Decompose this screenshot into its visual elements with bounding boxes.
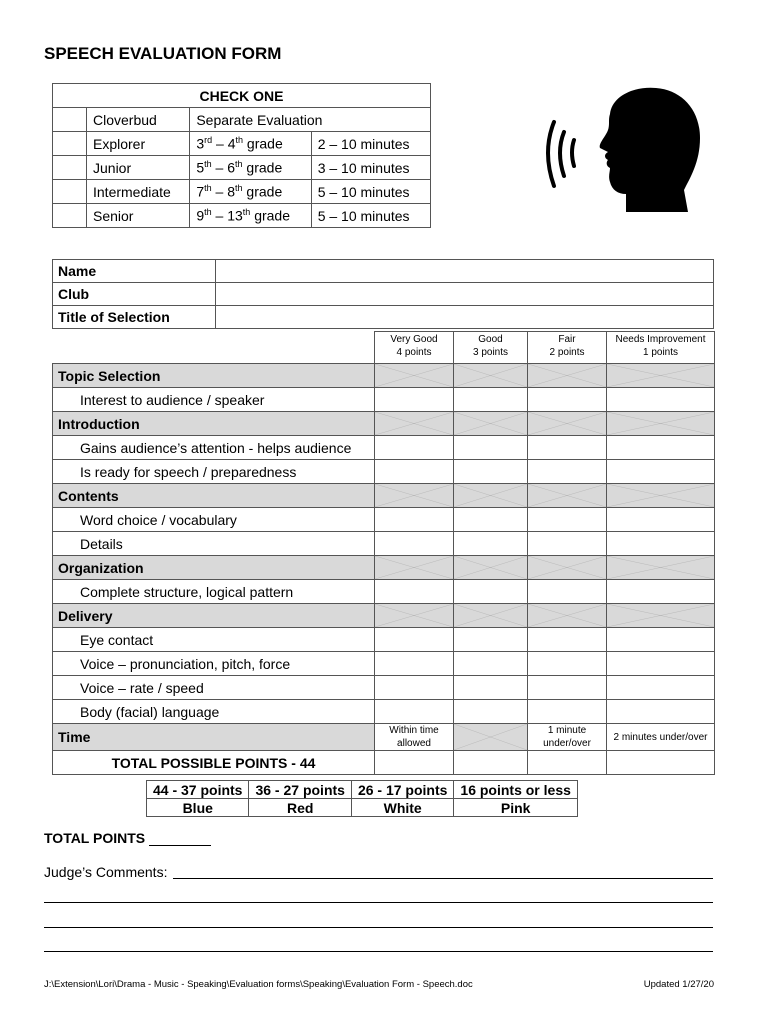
score-cell[interactable] — [375, 700, 454, 724]
form-title: SPEECH EVALUATION FORM — [44, 44, 282, 63]
score-cell[interactable] — [528, 580, 607, 604]
crossed-cell — [454, 724, 528, 751]
score-cell[interactable] — [528, 436, 607, 460]
score-cell[interactable] — [607, 508, 715, 532]
section-row — [53, 556, 715, 580]
score-cell[interactable] — [528, 388, 607, 412]
division-label: Explorer — [87, 132, 190, 156]
score-cell[interactable] — [528, 676, 607, 700]
criterion-label: Voice – pronunciation, pitch, force — [53, 652, 375, 676]
criterion-label: Eye contact — [53, 628, 375, 652]
grade-label: Separate Evaluation — [190, 108, 431, 132]
section-row — [53, 484, 715, 508]
score-cell[interactable] — [375, 460, 454, 484]
criterion-row — [53, 628, 715, 652]
score-cell[interactable] — [528, 532, 607, 556]
score-cell[interactable] — [375, 628, 454, 652]
ribbon-range: 36 - 27 points — [249, 781, 351, 799]
criterion-row — [53, 532, 715, 556]
check-box-intermediate[interactable] — [53, 180, 87, 204]
score-cell[interactable] — [528, 628, 607, 652]
score-cell[interactable] — [528, 652, 607, 676]
crossed-cell — [454, 556, 528, 580]
grid-corner — [53, 332, 375, 364]
division-label: Senior — [87, 204, 190, 228]
rating-header-very-good: Very Good 4 points — [375, 332, 454, 364]
section-title: Delivery — [53, 604, 375, 628]
score-cell[interactable] — [607, 460, 715, 484]
criterion-row — [53, 508, 715, 532]
crossed-cell — [528, 604, 607, 628]
score-cell[interactable] — [375, 532, 454, 556]
crossed-cell — [528, 364, 607, 388]
score-cell[interactable] — [607, 628, 715, 652]
crossed-cell — [454, 604, 528, 628]
score-cell[interactable] — [607, 436, 715, 460]
speaking-head-icon — [540, 80, 705, 215]
crossed-cell — [375, 412, 454, 436]
total-points-label: TOTAL POINTS — [44, 830, 211, 846]
criterion-row — [53, 388, 715, 412]
ribbon-color: Blue — [147, 799, 249, 817]
score-cell[interactable] — [375, 436, 454, 460]
score-cell[interactable] — [528, 460, 607, 484]
crossed-cell — [454, 484, 528, 508]
division-label: Intermediate — [87, 180, 190, 204]
comments-line[interactable] — [44, 937, 713, 952]
score-cell[interactable] — [454, 676, 528, 700]
division-label: Junior — [87, 156, 190, 180]
rating-header-good: Good 3 points — [454, 332, 528, 364]
judge-comments-label: Judge’s Comments: — [44, 864, 168, 880]
score-cell[interactable] — [454, 628, 528, 652]
score-cell[interactable] — [607, 652, 715, 676]
division-row — [53, 132, 431, 156]
score-cell[interactable] — [528, 508, 607, 532]
division-row — [53, 108, 431, 132]
score-cell[interactable] — [454, 652, 528, 676]
division-label: Cloverbud — [87, 108, 190, 132]
total-possible-label: TOTAL POSSIBLE POINTS - 44 — [53, 751, 375, 775]
footer-updated-date: Updated 1/27/20 — [643, 979, 714, 990]
total-cell[interactable] — [454, 751, 528, 775]
crossed-cell — [607, 412, 715, 436]
check-box-explorer[interactable] — [53, 132, 87, 156]
score-cell[interactable] — [454, 460, 528, 484]
selection-label: Title of Selection — [53, 306, 216, 329]
ribbon-scale-table — [146, 780, 578, 817]
check-one-header: CHECK ONE — [53, 84, 431, 108]
evaluation-grid — [52, 331, 715, 775]
name-field[interactable] — [216, 260, 714, 283]
total-possible-row — [53, 751, 715, 775]
section-title: Organization — [53, 556, 375, 580]
time-row — [53, 724, 715, 751]
criterion-row — [53, 652, 715, 676]
selection-field[interactable] — [216, 306, 714, 329]
score-cell[interactable] — [607, 388, 715, 412]
crossed-cell — [607, 484, 715, 508]
score-cell[interactable] — [607, 676, 715, 700]
check-box-cloverbud[interactable] — [53, 108, 87, 132]
comments-line[interactable] — [173, 864, 713, 879]
crossed-cell — [607, 556, 715, 580]
score-cell[interactable] — [375, 508, 454, 532]
crossed-cell — [375, 364, 454, 388]
division-row — [53, 204, 431, 228]
criterion-row — [53, 580, 715, 604]
section-title: Introduction — [53, 412, 375, 436]
section-row — [53, 364, 715, 388]
score-cell[interactable] — [375, 652, 454, 676]
ribbon-range: 44 - 37 points — [147, 781, 249, 799]
crossed-cell — [375, 604, 454, 628]
total-points-field[interactable] — [149, 831, 211, 846]
score-cell[interactable] — [454, 436, 528, 460]
time-label: 5 – 10 minutes — [311, 204, 430, 228]
ribbon-range: 16 points or less — [454, 781, 577, 799]
time-label: 3 – 10 minutes — [311, 156, 430, 180]
total-cell[interactable] — [607, 751, 715, 775]
score-cell[interactable] — [454, 388, 528, 412]
section-title: Contents — [53, 484, 375, 508]
participant-info-table — [52, 259, 714, 329]
score-cell[interactable] — [375, 388, 454, 412]
criterion-label: Gains audience’s attention - helps audience — [53, 436, 375, 460]
club-label: Club — [53, 283, 216, 306]
criterion-label: Complete structure, logical pattern — [53, 580, 375, 604]
score-cell[interactable] — [454, 580, 528, 604]
ribbon-color: White — [351, 799, 453, 817]
time-label: Time — [53, 724, 375, 751]
rating-header-fair: Fair 2 points — [528, 332, 607, 364]
section-row — [53, 604, 715, 628]
time-label: 5 – 10 minutes — [311, 180, 430, 204]
section-title: Topic Selection — [53, 364, 375, 388]
section-row — [53, 412, 715, 436]
grade-label: 9th – 13th grade — [190, 204, 311, 228]
criterion-label: Voice – rate / speed — [53, 676, 375, 700]
time-label: 2 – 10 minutes — [311, 132, 430, 156]
score-cell[interactable] — [607, 700, 715, 724]
rating-header-needs-improvement: Needs Improvement 1 points — [607, 332, 715, 364]
total-cell[interactable] — [528, 751, 607, 775]
time-one-minute-option[interactable]: 1 minute under/over — [528, 724, 607, 751]
crossed-cell — [528, 556, 607, 580]
comments-line[interactable] — [44, 913, 713, 928]
division-row — [53, 180, 431, 204]
criterion-label: Word choice / vocabulary — [53, 508, 375, 532]
grade-label: 5th – 6th grade — [190, 156, 311, 180]
score-cell[interactable] — [454, 532, 528, 556]
criterion-row — [53, 676, 715, 700]
score-cell[interactable] — [454, 508, 528, 532]
criterion-label: Details — [53, 532, 375, 556]
ribbon-color: Pink — [454, 799, 577, 817]
name-label: Name — [53, 260, 216, 283]
club-field[interactable] — [216, 283, 714, 306]
crossed-cell — [375, 556, 454, 580]
ribbon-color: Red — [249, 799, 351, 817]
criterion-label: Body (facial) language — [53, 700, 375, 724]
check-box-senior[interactable] — [53, 204, 87, 228]
score-cell[interactable] — [528, 700, 607, 724]
crossed-cell — [528, 484, 607, 508]
crossed-cell — [607, 364, 715, 388]
criterion-row — [53, 436, 715, 460]
time-within-option[interactable]: Within time allowed — [375, 724, 454, 751]
grade-label: 3rd – 4th grade — [190, 132, 311, 156]
total-cell[interactable] — [375, 751, 454, 775]
check-box-junior[interactable] — [53, 156, 87, 180]
score-cell[interactable] — [607, 580, 715, 604]
grade-label: 7th – 8th grade — [190, 180, 311, 204]
crossed-cell — [607, 604, 715, 628]
division-row — [53, 156, 431, 180]
score-cell[interactable] — [454, 700, 528, 724]
ribbon-range: 26 - 17 points — [351, 781, 453, 799]
score-cell[interactable] — [375, 676, 454, 700]
score-cell[interactable] — [607, 532, 715, 556]
crossed-cell — [454, 364, 528, 388]
comments-line[interactable] — [44, 888, 713, 903]
criterion-row — [53, 460, 715, 484]
criterion-row — [53, 700, 715, 724]
crossed-cell — [454, 412, 528, 436]
score-cell[interactable] — [375, 580, 454, 604]
division-check-table — [52, 83, 431, 228]
time-two-minutes-option[interactable]: 2 minutes under/over — [607, 724, 715, 751]
crossed-cell — [528, 412, 607, 436]
crossed-cell — [375, 484, 454, 508]
footer-file-path: J:\Extension\Lori\Drama - Music - Speaking\Evaluation forms\Speaking\Evaluation Form - Speech.doc — [44, 979, 473, 990]
criterion-label: Interest to audience / speaker — [53, 388, 375, 412]
criterion-label: Is ready for speech / preparedness — [53, 460, 375, 484]
